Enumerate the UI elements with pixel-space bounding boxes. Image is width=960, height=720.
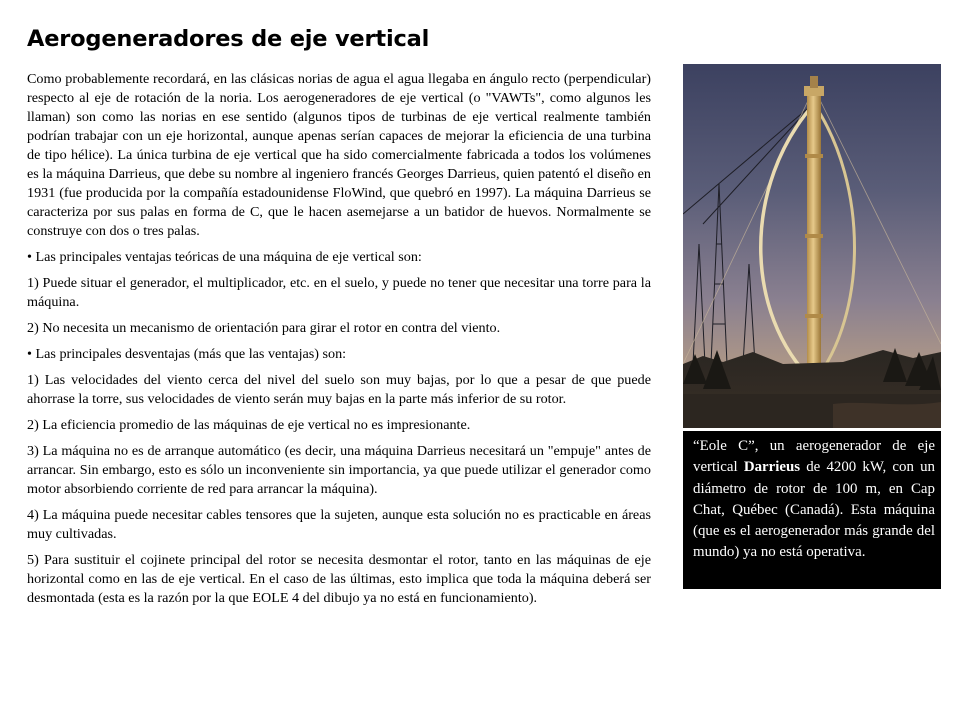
main-text [27, 70, 651, 615]
disadvantage-item: 1) Las velocidades del viento cerca del nivel del suelo son muy bajas, por lo que a pesar de que puede ahorrase la torre, sus velocidades de viento serán muy bajas en la parte más inferior de su rotor. [27, 372, 651, 407]
caption-box [683, 431, 941, 589]
advantages-heading: • Las principales ventajas teóricas de una máquina de eje vertical son: [27, 249, 422, 265]
photo-caption [693, 436, 935, 564]
disadvantages-heading: • Las principales desventajas (más que las ventajas) son: [27, 346, 347, 362]
darrieus-turbine-photo [683, 64, 941, 428]
disadvantage-item: 3) La máquina no es de arranque automático (es decir, una máquina Darrieus necesitará un "empuje" antes de arrancar. Sin embargo, esto es sólo un inconveniente sin importancia, ya que puede utilizar el generador como motor absorbiendo corriente de red para arrancar la máquina). [27, 443, 651, 497]
disadvantage-item: 5) Para sustituir el cojinete principal del rotor se necesita desmontar el rotor, tanto en las máquinas de eje horizontal como en las de eje vertical. En el caso de las últimas, esto implica que toda la máquina deberá ser desmontada (esta es la razón por la que EOLE 4 del dibujo ya no está en funcionamiento). [27, 552, 651, 606]
disadvantage-item: 2) La eficiencia promedio de las máquinas de eje vertical no es impresionante. [27, 417, 471, 433]
advantage-item: 2) No necesita un mecanismo de orientación para girar el rotor en contra del viento. [27, 320, 501, 336]
intro-paragraph: Como probablemente recordará, en las clásicas norias de agua el agua llegaba en ángulo recto (perpendicular) respecto al eje de rotación de la noria. Los aerogeneradores de eje vertical (o "VAWTs", como algunos les llaman) son como las norias en ese sentido (algunos tipos de turbinas de eje vertical realmente también podrían trabajar con un eje horizontal, aunque apenas serían capaces de mejorar la eficiencia de una turbina de tipo hélice). La única turbina de eje vertical que ha sido comercialmente fabricada a todos los volúmenes es la máquina Darrieus, que debe su nombre al ingeniero francés Georges Darrieus, quien patentó el diseño en 1931 (fue producida por la compañía estadounidense FloWind, que quebró en 1997). La máquina Darrieus se caracteriza por sus palas en forma de C, que le hacen asemejarse a un batidor de huevos. Normalmente se construye con dos o tres palas. [27, 71, 651, 239]
disadvantage-item: 4) La máquina puede necesitar cables tensores que la sujeten, aunque esta solución no es practicable en áreas muy cultivadas. [27, 507, 651, 542]
caption-text: “Eole C”, un aerogenerador de eje vertical [693, 438, 935, 476]
page-title: Aerogeneradores de eje vertical [27, 26, 430, 52]
advantage-item: 1) Puede situar el generador, el multiplicador, etc. en el suelo, y puede no tener que necesitar una torre para la máquina. [27, 275, 651, 310]
caption-bold-darrieus: Darrieus [743, 459, 801, 476]
caption-text-continued: de 4200 kW, con un diámetro de rotor de 100 m, en Cap Chat, Québec (Canadá). Esta máquina (que es el aerogenerador más grande del mundo) ya no está operativa. [693, 459, 935, 561]
